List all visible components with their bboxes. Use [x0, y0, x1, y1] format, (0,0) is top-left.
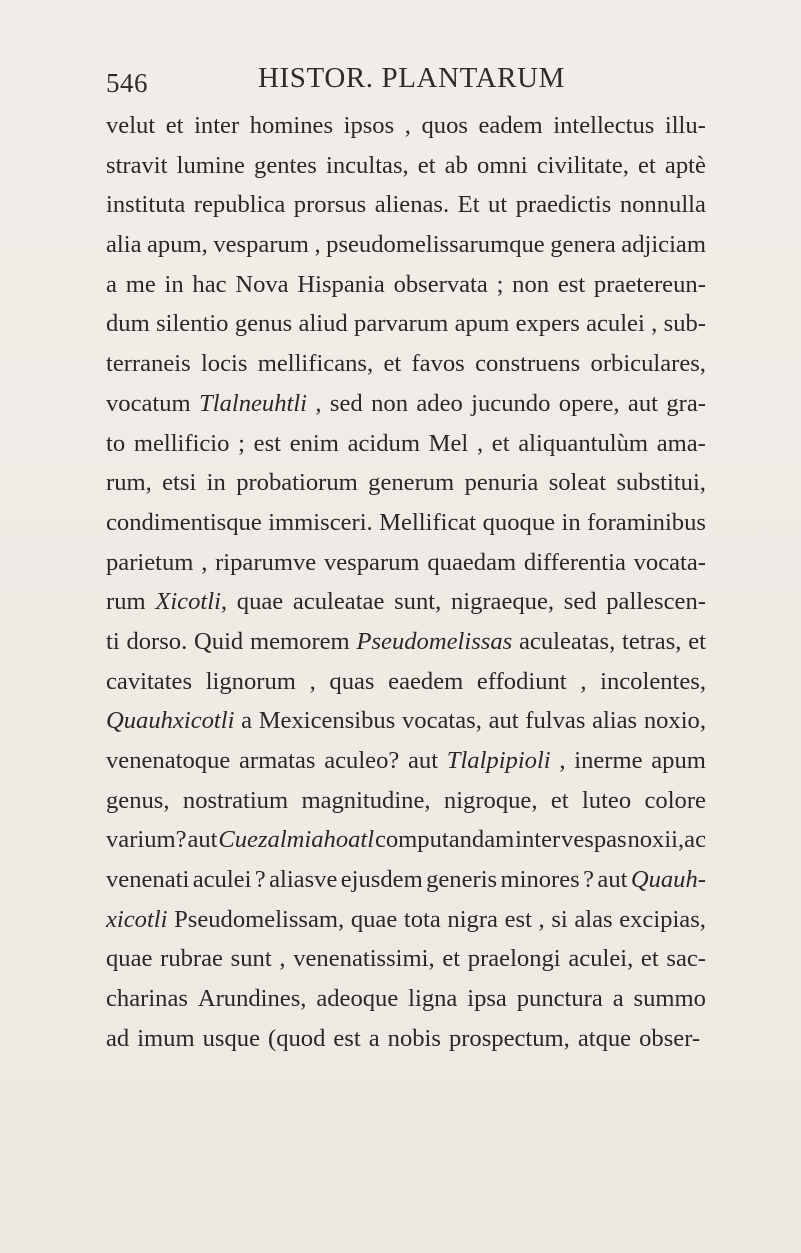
word: Mel [428, 429, 469, 457]
word: sunt [230, 945, 272, 973]
word: aptè [664, 151, 706, 179]
word: construens [475, 350, 581, 378]
word: , [651, 310, 658, 338]
word: lumine [176, 151, 245, 179]
word: nobis [387, 1024, 441, 1052]
word: genus, [106, 786, 170, 814]
word: , [201, 548, 208, 576]
text-line [106, 787, 706, 827]
word: Quid [194, 627, 244, 655]
word: ; [238, 429, 245, 457]
text-line [106, 430, 706, 470]
word: ? [254, 866, 266, 894]
word: silentio [156, 310, 229, 338]
word: jucundo [471, 389, 551, 417]
word: atque [577, 1024, 632, 1052]
word: Mexicensibus [258, 707, 396, 735]
text-line [106, 588, 706, 628]
word: aliud [298, 310, 348, 338]
text-line [106, 826, 706, 866]
word: aut [187, 826, 218, 854]
word: orbiculares, [590, 350, 706, 378]
word: vesparum [323, 548, 420, 576]
word: favos [411, 350, 465, 378]
word: aut [597, 866, 628, 894]
text-line [106, 866, 706, 906]
word: colore [644, 786, 706, 814]
word: armatas [239, 747, 316, 774]
word: expers [515, 310, 580, 338]
word: in [206, 469, 226, 497]
word: ti [106, 627, 120, 655]
word: aculeatae [292, 588, 385, 616]
word: sed [329, 389, 363, 417]
word: parietum [106, 548, 194, 576]
word: ejusdem [340, 866, 423, 894]
word: non [371, 389, 408, 417]
word: praedictis [515, 191, 612, 219]
word: Nova [235, 270, 289, 298]
word: effodiunt [476, 667, 567, 695]
word: (quod [268, 1024, 326, 1052]
word: instituta [106, 191, 186, 219]
page-number: 546 [106, 68, 148, 98]
word: luteo [581, 786, 632, 814]
word: generis [426, 866, 498, 894]
word: immisceri. [268, 508, 373, 536]
running-title: HISTOR. PLANTARUM [258, 62, 566, 94]
word: ad [106, 1024, 130, 1052]
word: inerme [574, 747, 643, 774]
text-line [106, 1025, 706, 1065]
word: acidum [347, 429, 420, 457]
word: alas [574, 905, 613, 933]
word: gra- [666, 389, 706, 417]
body-text [106, 112, 706, 1065]
word: illu- [664, 112, 706, 139]
text-line [106, 906, 706, 946]
word: mellificio [133, 429, 230, 457]
word: obser- [639, 1024, 701, 1052]
word: a [612, 985, 624, 1013]
word: incolentes, [600, 667, 706, 695]
text-line [106, 350, 706, 390]
word: vocata- [633, 548, 706, 576]
text-line [106, 112, 706, 152]
word: pseudomelissarumque [326, 231, 545, 259]
word: nigraeque, [450, 588, 555, 616]
word: alias [592, 707, 638, 735]
word: xicotli [106, 905, 168, 933]
word: pallescen- [606, 588, 706, 616]
text-line [106, 985, 706, 1025]
word: nigra [447, 905, 498, 933]
word: Pseudomelissas [356, 627, 513, 655]
word: sac- [666, 945, 706, 973]
word: Xicotli, [155, 588, 228, 616]
word: quae [106, 945, 153, 973]
word: to [106, 429, 126, 457]
word: gentes [254, 151, 317, 179]
word: Mellificat [379, 508, 477, 536]
word: vocatas, [401, 707, 482, 735]
word: venenatoque [106, 747, 231, 774]
word: quoque [482, 508, 556, 536]
text-line [106, 945, 706, 985]
word: locis [200, 350, 248, 378]
word: alia [106, 231, 142, 259]
word: , [580, 667, 587, 695]
word: et [550, 786, 569, 814]
word: adeo [416, 389, 463, 417]
text-line [106, 310, 706, 350]
word: in [164, 270, 184, 298]
word: opere, [558, 389, 620, 417]
word: ut [488, 191, 508, 219]
word: punctura [516, 985, 603, 1013]
word: mellificans, [257, 350, 374, 378]
word: nigroque, [443, 786, 538, 814]
word: observata [393, 270, 488, 298]
word: est [333, 1024, 361, 1052]
word: inter [515, 826, 561, 854]
word: , [309, 667, 316, 695]
word: nostratium [182, 786, 289, 814]
word: ipsos [343, 112, 395, 139]
word: cavitates [106, 667, 193, 695]
word: eadem [478, 112, 543, 139]
word: vocatum [106, 389, 191, 417]
word: sub- [663, 310, 706, 338]
word: apum [651, 747, 706, 774]
word: non [512, 270, 550, 298]
word: tota [403, 905, 441, 933]
word: et [417, 151, 436, 179]
word: excipias, [619, 905, 706, 933]
word: est [504, 905, 532, 933]
word: eaedem [388, 667, 464, 695]
word: lignorum [205, 667, 296, 695]
word: , [476, 429, 484, 457]
word: Pseudomelissam, [174, 905, 345, 933]
word: a [106, 270, 117, 298]
word: est [557, 270, 586, 298]
word: imum [137, 1024, 195, 1052]
word: usque [202, 1024, 260, 1052]
word: , [314, 231, 321, 259]
word: aculeo? [324, 747, 400, 774]
word: Quauhxicotli [106, 707, 235, 735]
word: venenatissimi, [293, 945, 435, 973]
word: dorso. [126, 627, 188, 655]
word: , [404, 112, 411, 139]
word: charinas [106, 985, 188, 1013]
word: condimentisque [106, 508, 262, 536]
word: ligna [408, 985, 458, 1013]
word: a [241, 707, 253, 735]
text-line [106, 231, 706, 271]
word: quos [421, 112, 468, 139]
word: sunt, [394, 588, 442, 616]
word: rum, [106, 469, 152, 497]
word: adeoque [316, 985, 399, 1013]
word: quaedam [427, 548, 517, 576]
word: ab [444, 151, 468, 179]
word: venenati [106, 866, 190, 894]
word: incultas, [326, 151, 409, 179]
text-line [106, 549, 706, 589]
word: ipsa [467, 985, 507, 1013]
word: aculei, [568, 945, 634, 973]
word: noxio, [643, 707, 706, 735]
text-line [106, 668, 706, 708]
word: differentia [523, 548, 626, 576]
word: computandam [374, 826, 515, 854]
text-line [106, 152, 706, 192]
word: et [165, 112, 184, 139]
word: aliasve [269, 866, 338, 894]
word: magnitudine, [301, 786, 431, 814]
word: praelongi [467, 945, 561, 973]
word: apum [454, 310, 510, 338]
text-line [106, 509, 706, 549]
word: praetereun- [593, 270, 706, 298]
word: rum [106, 588, 146, 616]
word: enim [289, 429, 339, 457]
word: , [559, 747, 566, 774]
word: quae [236, 588, 284, 616]
word: inter [194, 112, 240, 139]
word: soleat [548, 469, 607, 497]
word: et [383, 350, 402, 378]
word: me [125, 270, 156, 298]
word: , [538, 905, 545, 933]
word: etsi [162, 469, 197, 497]
word: vespas [561, 826, 627, 854]
word: memorem [249, 627, 350, 655]
word: in [561, 508, 581, 536]
word: parvarum [354, 310, 449, 338]
word: et [491, 429, 510, 457]
word: varium? [106, 826, 187, 854]
word: aculei [192, 866, 252, 894]
word: aut [488, 707, 519, 735]
word: vesparum [213, 231, 309, 259]
word: omni [477, 151, 528, 179]
word: probatiorum [236, 469, 358, 497]
word: aculei [586, 310, 645, 338]
text-line [106, 747, 706, 787]
word: ? [583, 866, 595, 894]
word: minores [500, 866, 580, 894]
word: si [551, 905, 568, 933]
word: aut [408, 747, 439, 774]
running-head [106, 62, 706, 102]
word: Et [457, 191, 480, 219]
word: ama- [656, 429, 706, 457]
word: genus [234, 310, 293, 338]
word: republica [193, 191, 286, 219]
text-line [106, 390, 706, 430]
word: noxii,ac [627, 826, 706, 854]
word: summo [633, 985, 706, 1013]
word: quas [329, 667, 375, 695]
text-line [106, 469, 706, 509]
text-line [106, 191, 706, 231]
word: aut [627, 389, 658, 417]
word: Arundines, [197, 985, 307, 1013]
word: prospectum, [448, 1024, 570, 1052]
text-line [106, 707, 706, 747]
word: riparumve [215, 548, 317, 576]
word: tetras, [622, 627, 682, 655]
word: genera [550, 231, 616, 259]
word: et [442, 945, 461, 973]
text-line [106, 628, 706, 668]
word: homines [249, 112, 334, 139]
word: aculeatas, [518, 627, 616, 655]
word: ; [496, 270, 504, 298]
word: hac [192, 270, 227, 298]
word: , [279, 945, 286, 973]
word: prorsus [293, 191, 367, 219]
word: generum [368, 469, 455, 497]
word: Cuezalmiahoatl [218, 826, 375, 854]
word: et [688, 627, 706, 655]
word: foraminibus [587, 508, 706, 536]
word: rubrae [160, 945, 223, 973]
word: substitui, [616, 469, 706, 497]
word: velut [106, 112, 156, 139]
word: aliquantulùm [518, 429, 649, 457]
word: nonnulla [619, 191, 706, 219]
word: stravit [106, 151, 168, 179]
word: Hispania [297, 270, 385, 298]
word: adjiciam [621, 231, 706, 259]
word: est [253, 429, 281, 457]
word: fulvas [525, 707, 586, 735]
word: sed [563, 588, 597, 616]
word: Quauh- [630, 866, 706, 894]
word: dum [106, 310, 150, 338]
word: civilitate, [536, 151, 629, 179]
word: et [640, 945, 659, 973]
word: Tlalpipioli [446, 747, 551, 774]
word: terraneis [106, 350, 191, 378]
word: , [315, 389, 322, 417]
word: a [368, 1024, 380, 1052]
word: Tlalneuhtli [199, 389, 308, 417]
word: apum, [147, 231, 208, 259]
word: et [638, 151, 656, 179]
word: alienas. [374, 191, 450, 219]
word: intellectus [553, 112, 655, 139]
word: quae [350, 905, 398, 933]
word: penuria [464, 469, 539, 497]
text-line [106, 271, 706, 311]
